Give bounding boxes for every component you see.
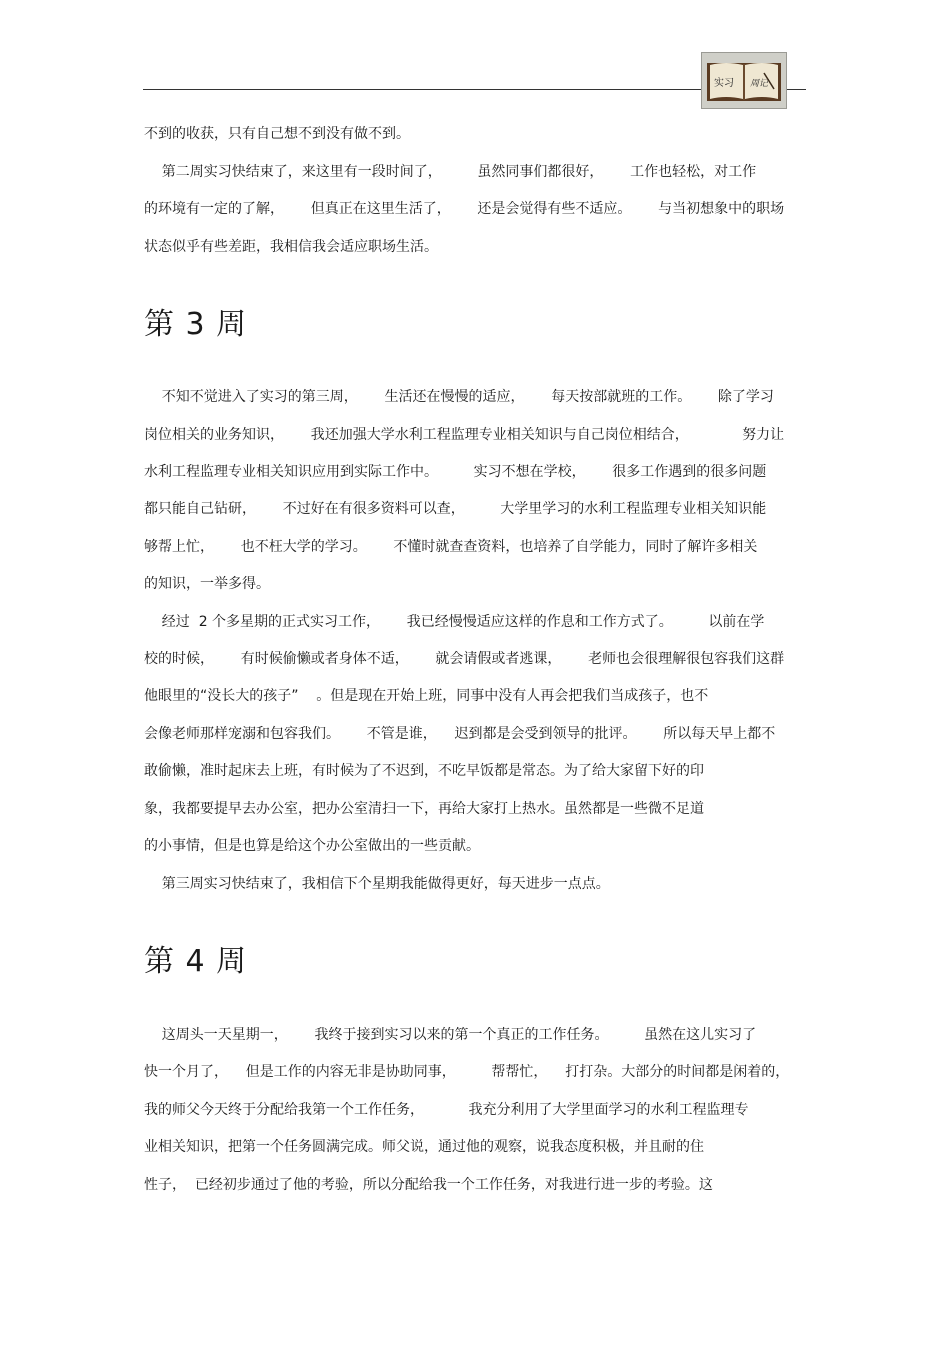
week-4-line: 我的师父今天终于分配给我第一个工作任务， 我充分利用了大学里面学习的水利工程监理专	[144, 1102, 749, 1118]
week-3-line: 水利工程监理专业相关知识应用到实际工作中。 实习不想在学校， 很多工作遇到的很多问题	[144, 464, 767, 480]
week-4-line: 性子， 已经初步通过了他的考验，所以分配给我一个工作任务，对我进行进一步的考验。这	[144, 1177, 713, 1193]
week-3-line: 都只能自己钻研， 不过好在有很多资料可以查， 大学里学习的水利工程监理专业相关知识能	[144, 501, 767, 517]
week-3-line: 校的时候， 有时候偷懒或者身体不适， 就会请假或者逃课， 老师也会很理解很包容我们这群	[144, 651, 785, 667]
week-4-heading: 第 4 周	[144, 944, 248, 979]
week-3-line: 第三周实习快结束了，我相信下个星期我能做得更好，每天进步一点点。	[144, 876, 610, 892]
week-3-heading: 第 3 周	[144, 307, 248, 342]
intro-line: 状态似乎有些差距，我相信我会适应职场生活。	[144, 239, 438, 255]
svg-text:周记: 周记	[750, 79, 769, 89]
week-3-line: 敢偷懒，准时起床去上班，有时候为了不迟到，不吃早饭都是常态。为了给大家留下好的印	[144, 763, 704, 779]
week-4-line: 快一个月了， 但是工作的内容无非是协助同事， 帮帮忙， 打打杂。大部分的时间都是闲着的，	[144, 1064, 790, 1080]
week-3-line: 不知不觉进入了实习的第三周， 生活还在慢慢的适应， 每天按部就班的工作。 除了学习	[144, 389, 774, 405]
week-3-line: 够帮上忙， 也不枉大学的学习。 不懂时就查查资料，也培养了自学能力，同时了解许多相关	[144, 539, 758, 555]
week-4-line: 业相关知识，把第一个任务圆满完成。师父说，通过他的观察，说我态度积极，并且耐的住	[144, 1139, 704, 1155]
intro-line: 第二周实习快结束了，来这里有一段时间了， 虽然同事们都很好， 工作也轻松，对工作	[144, 164, 757, 180]
svg-text:实习: 实习	[714, 78, 734, 89]
week-3-line: 他眼里的“没长大的孩子” 。但是现在开始上班，同事中没有人再会把我们当成孩子，也不	[144, 688, 709, 704]
book-icon	[702, 53, 786, 108]
intro-line: 的环境有一定的了解， 但真正在这里生活了， 还是会觉得有些不适应。 与当初想象中的职场	[144, 201, 785, 217]
intro-line: 不到的收获，只有自己想不到没有做不到。	[144, 126, 410, 142]
week-3-line: 的小事情，但是也算是给这个办公室做出的一些贡献。	[144, 838, 480, 854]
week-3-line: 象，我都要提早去办公室，把办公室清扫一下，再给大家打上热水。虽然都是一些微不足道	[144, 801, 704, 817]
week-4-line: 这周头一天星期一， 我终于接到实习以来的第一个真正的工作任务。 虽然在这儿实习了	[144, 1027, 757, 1043]
week-3-line: 岗位相关的业务知识， 我还加强大学水利工程监理专业相关知识与自己岗位相结合， 努力让	[144, 427, 785, 443]
week-3-line: 的知识，一举多得。	[144, 576, 270, 592]
week-3-line: 经过 2 个多星期的正式实习工作， 我已经慢慢适应这样的作息和工作方式了。 以前在学	[144, 614, 765, 630]
week-3-line: 会像老师那样宠溺和包容我们。 不管是谁， 迟到都是会受到领导的批评。 所以每天早上都不	[144, 726, 776, 742]
internship-journal-logo	[701, 52, 787, 109]
